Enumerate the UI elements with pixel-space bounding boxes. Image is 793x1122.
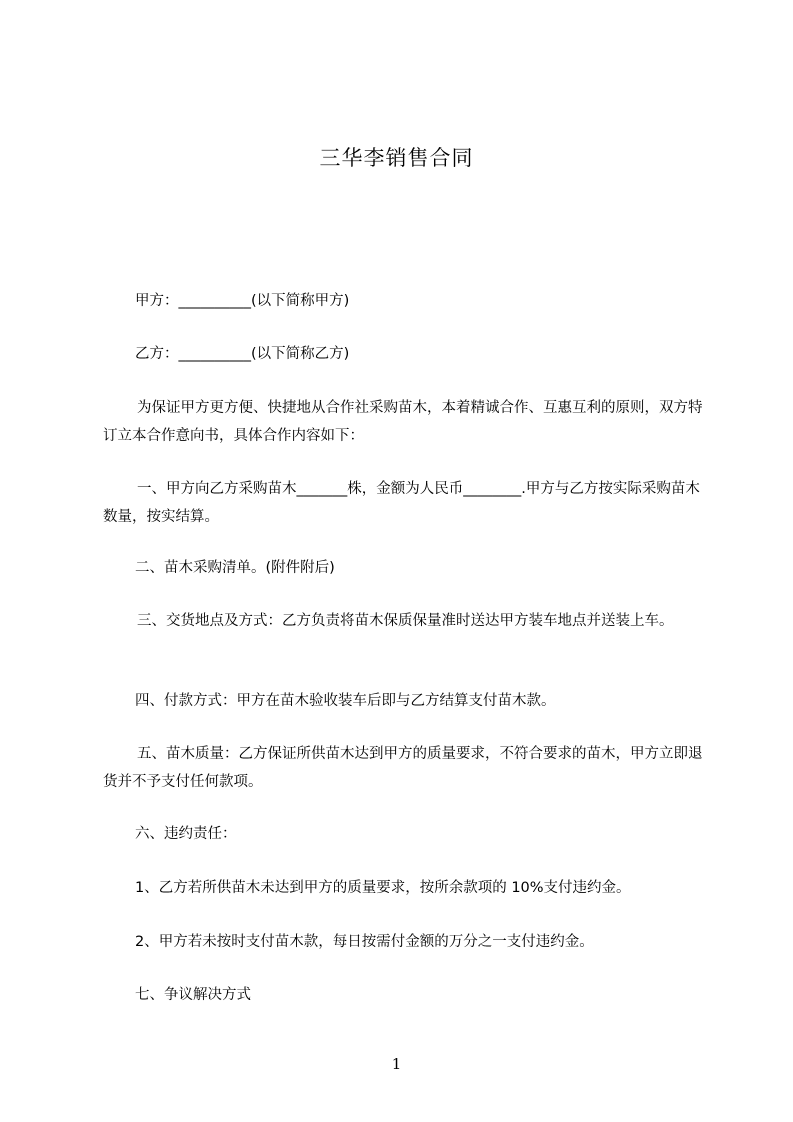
party-a-line: 甲方：__________(以下简称甲方) xyxy=(135,293,350,309)
clause-7-heading: 七、争议解决方式 xyxy=(135,987,251,1003)
party-b-line: 乙方：__________(以下简称乙方) xyxy=(135,346,350,362)
clause-2-paragraph: 二、苗木采购清单。(附件附后) xyxy=(135,560,335,576)
clause-6-item-1: 1、乙方若所供苗木未达到甲方的质量要求，按所余款项的 10%支付违约金。 xyxy=(135,880,631,896)
clause-1-paragraph: 一、甲方向乙方采购苗木_______株，金额为人民币________.甲方与乙方按实际采购苗木数量，按实结算。 xyxy=(103,481,700,525)
clause-4-paragraph: 四、付款方式：甲方在苗木验收装车后即与乙方结算支付苗木款。 xyxy=(135,693,556,709)
clause-3-paragraph: 三、交货地点及方式：乙方负责将苗木保质保量准时送达甲方装车地点并送装上车。 xyxy=(137,613,674,629)
clause-6-item-2: 2、甲方若未按时支付苗木款，每日按需付金额的万分之一支付违约金。 xyxy=(135,934,594,950)
clause-5-paragraph: 五、苗木质量：乙方保证所供苗木达到甲方的质量要求，不符合要求的苗木，甲方立即退货并不予支付任何款项。 xyxy=(103,746,703,790)
page-number: 1 xyxy=(391,1055,402,1073)
preamble-paragraph: 为保证甲方更方便、快捷地从合作社采购苗木，本着精诚合作、互惠互利的原则，双方特订立本合作意向书，具体合作内容如下： xyxy=(103,400,703,444)
clause-6-heading: 六、违约责任： xyxy=(135,826,237,842)
page-title: 三华李销售合同 xyxy=(319,146,474,170)
